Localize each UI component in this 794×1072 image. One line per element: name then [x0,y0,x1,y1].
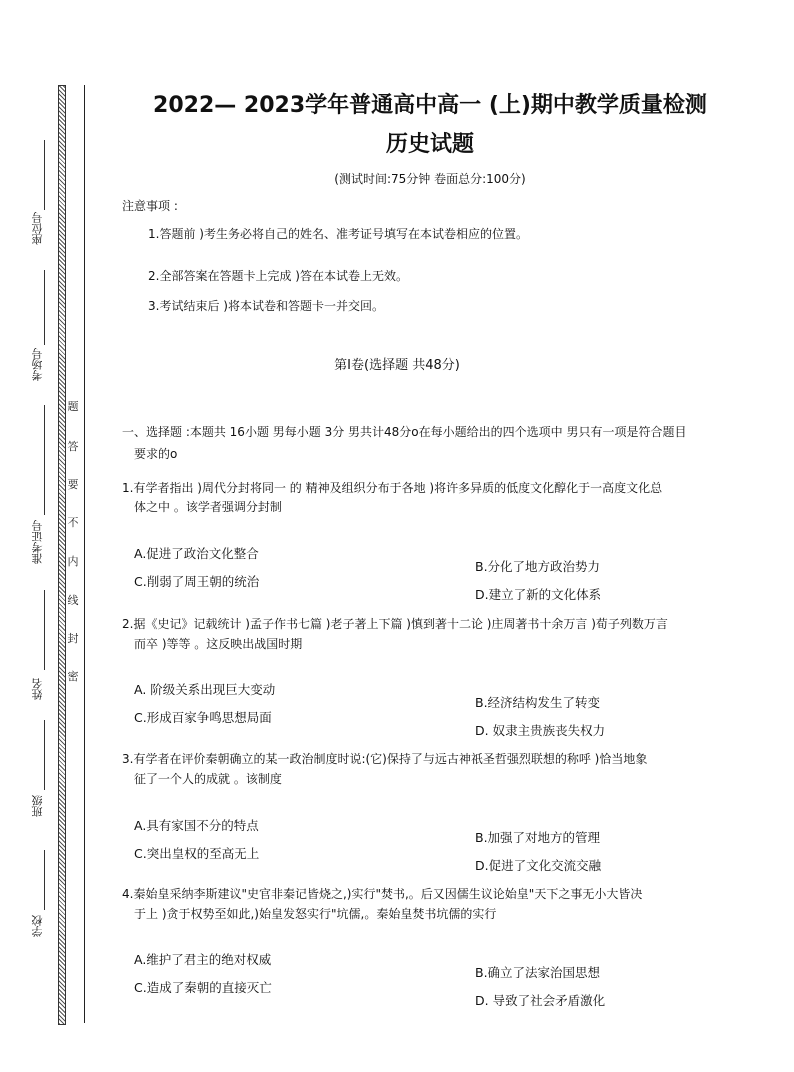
exam-info: (测试时间:75分钟 卷面总分:100分) [334,172,526,186]
page-title: 2022— 2023学年普通高中高一 (上)期中教学质量检测 [153,93,707,118]
option-d: D.促进了文化交流交融 [475,858,602,873]
option-b: B.加强了对地方的管理 [475,830,601,845]
question-stem: 于上 )贪于权势至如此,)始皇发怒实行"坑儒,。秦始皇焚书坑儒的实行 [134,907,497,921]
name-label: 姓名 [31,678,44,700]
binding-char: 线 [67,594,79,607]
question-stem: 2.据《史记》记载统计 )孟子作书七篇 )老子著上下篇 )慎到著十二论 )庄周著书十余万言 )荀子列数万言 [122,617,668,631]
binding-char: 题 [67,400,79,413]
field-line [44,270,45,345]
exam-room-label: 考场号 [31,348,44,381]
section-title: 第Ⅰ卷(选择题 共48分) [334,358,460,373]
option-b: B.分化了地方政治势力 [475,559,601,574]
question-stem: 1.有学者指出 )周代分封将同一 的 精神及组织分布于各地 )将许多异质的低度文化醇化于一高度文化总 [122,481,663,495]
notes-heading: 注意事项 : [122,199,178,213]
option-b: B.确立了法家治国思想 [475,965,601,980]
question-stem: 3.有学者在评价秦朝确立的某一政治制度时说:(它)保持了与远古神祇圣哲强烈联想的称呼 )恰当地象 [122,752,648,766]
option-c: C.形成百家争鸣思想局面 [134,710,272,725]
field-line [44,140,45,210]
note-item: 1.答题前 )考生务必将自己的姓名、准考证号填写在本试卷相应的位置。 [148,227,528,241]
option-c: C.造成了秦朝的直接灭亡 [134,980,272,995]
note-item: 2.全部答案在答题卡上完成 )答在本试卷上无效。 [148,269,408,283]
option-d: D. 导致了社会矛盾激化 [475,993,606,1008]
option-b: B.经济结构发生了转变 [475,695,601,710]
option-a: A.具有家国不分的特点 [134,818,259,833]
section-intro: 要求的o [134,447,178,461]
seat-number-label: 座位号 [31,212,44,245]
option-a: A.促进了政治文化整合 [134,546,259,561]
option-d: D. 奴隶主贵族丧失权力 [475,723,606,738]
question-stem: 4.秦始皇采纳李斯建议"史官非秦记皆烧之,)实行"焚书,。后又因儒生议论始皇"天下之事无小大皆决 [122,887,643,901]
subject-title: 历史试题 [385,132,474,157]
field-line [44,405,45,515]
option-c: C.削弱了周王朝的统治 [134,574,260,589]
binding-char: 内 [67,555,79,568]
class-label: 班级 [31,795,44,817]
option-d: D.建立了新的文化体系 [475,587,602,602]
school-label: 学校 [31,915,44,937]
question-stem: 征了一个人的成就 。该制度 [134,772,282,786]
field-line [44,850,45,910]
binding-char: 密 [67,670,79,683]
option-a: A. 阶级关系出现巨大变动 [134,682,276,697]
option-c: C.突出皇权的至高无上 [134,846,260,861]
option-a: A.维护了君主的绝对权威 [134,952,272,967]
note-item: 3.考试结束后 )将本试卷和答题卡一并交回。 [148,299,384,313]
admission-number-label: 准考证号 [31,520,44,564]
field-line [44,720,45,790]
binding-char: 封 [67,632,79,645]
question-stem: 而卒 )等等 。这反映出战国时期 [134,637,303,651]
field-line [44,590,45,670]
section-intro: 一、选择题 :本题共 16小题 男每小题 3分 男共计48分o在每小题给出的四个选项中 男只有一项是符合题目 [122,425,687,439]
binding-char: 答 [67,440,79,453]
binding-char: 不 [67,516,79,529]
question-stem: 体之中 。该学者强调分封制 [134,500,282,514]
binding-char: 要 [67,478,79,491]
